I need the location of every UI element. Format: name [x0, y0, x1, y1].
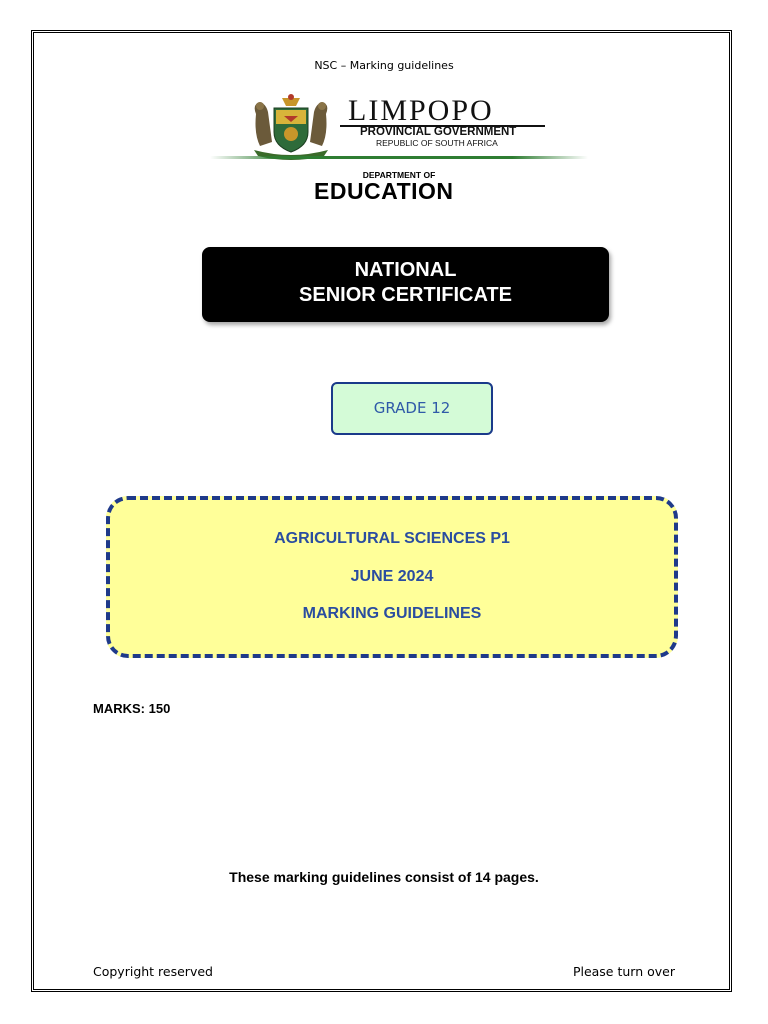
page-count-note: These marking guidelines consist of 14 pages. [229, 869, 539, 885]
coat-of-arms-icon [246, 94, 336, 160]
logo-limpopo-text: LIMPOPO [348, 94, 494, 127]
certificate-banner [202, 247, 609, 322]
footer-copyright: Copyright reserved [93, 964, 213, 979]
logo-education-text: EDUCATION [314, 178, 454, 204]
logo-republic-text: REPUBLIC OF SOUTH AFRICA [376, 138, 498, 148]
subject-title: AGRICULTURAL SCIENCES P1 [274, 530, 510, 547]
exam-date: JUNE 2024 [350, 568, 434, 585]
certificate-line1: NATIONAL [354, 259, 457, 281]
grade-box: GRADE 12 [331, 382, 493, 435]
running-header: NSC – Marking guidelines [314, 59, 454, 72]
certificate-line2: SENIOR CERTIFICATE [299, 284, 512, 306]
document-type: MARKING GUIDELINES [302, 605, 482, 622]
logo-green-line [210, 156, 588, 159]
subject-box [106, 496, 678, 658]
footer-turn-over: Please turn over [572, 964, 675, 979]
limpopo-education-logo [210, 88, 590, 212]
marks-total: MARKS: 150 [93, 701, 171, 716]
logo-department-of-text: DEPARTMENT OF [362, 170, 436, 180]
logo-government-text: PROVINCIAL GOVERNMENT [360, 126, 517, 138]
